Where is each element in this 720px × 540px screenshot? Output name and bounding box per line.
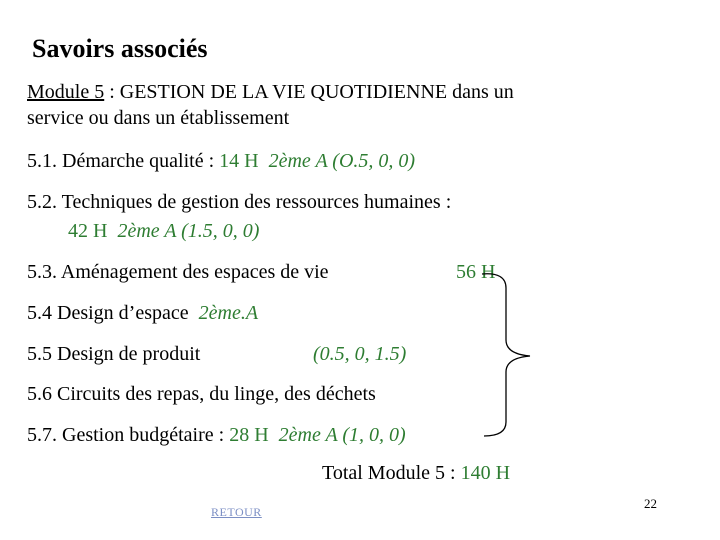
item-label: 5.2. Techniques de gestion des ressources humaines : — [27, 191, 452, 213]
item-detail: 2ème.A — [198, 302, 259, 324]
item-5-5-detail: (0.5, 0, 1.5) — [313, 343, 407, 365]
item-5-7 — [27, 422, 406, 448]
page-title: Savoirs associés — [32, 34, 208, 63]
total-label: Total Module 5 : — [322, 462, 461, 484]
item-5-5 — [27, 341, 200, 367]
item-hours: 14 H — [219, 150, 259, 172]
item-label: 5.3. Aménagement des espaces de vie — [27, 261, 329, 283]
item-hours: 42 H — [68, 220, 108, 242]
item-detail: 2ème A (1, 0, 0) — [278, 424, 406, 446]
item-label: 5.4 Design d’espace — [27, 302, 194, 324]
item-label: 5.5 Design de produit — [27, 343, 201, 365]
item-detail: 2ème A (O.5, 0, 0) — [268, 150, 416, 172]
retour-link[interactable]: RETOUR — [211, 505, 262, 519]
item-hours: 28 H — [229, 424, 269, 446]
module-text-line2: service ou dans un établissement — [27, 107, 290, 129]
item-label: 5.7. Gestion budgétaire : — [27, 424, 230, 446]
item-detail: 2ème A (1.5, 0, 0) — [117, 220, 260, 242]
item-5-3-hours: 56 H — [456, 261, 496, 283]
module-text-line1: : GESTION DE LA VIE QUOTIDIENNE dans un — [104, 81, 514, 103]
item-5-4 — [27, 300, 258, 326]
page-number: 22 — [644, 496, 657, 511]
item-5-2-hours-line — [68, 218, 259, 244]
item-5-2 — [27, 189, 451, 215]
item-label: 5.6 Circuits des repas, du linge, des déchets — [27, 383, 376, 405]
item-5-1 — [27, 148, 415, 174]
item-5-3 — [27, 259, 329, 285]
total-hours: 140 H — [460, 462, 511, 484]
total-line — [322, 462, 510, 485]
item-5-6 — [27, 381, 376, 407]
module-heading — [27, 79, 687, 131]
module-label: Module 5 — [27, 81, 105, 103]
item-label: 5.1. Démarche qualité : — [27, 150, 220, 172]
curly-brace-icon — [478, 262, 548, 442]
